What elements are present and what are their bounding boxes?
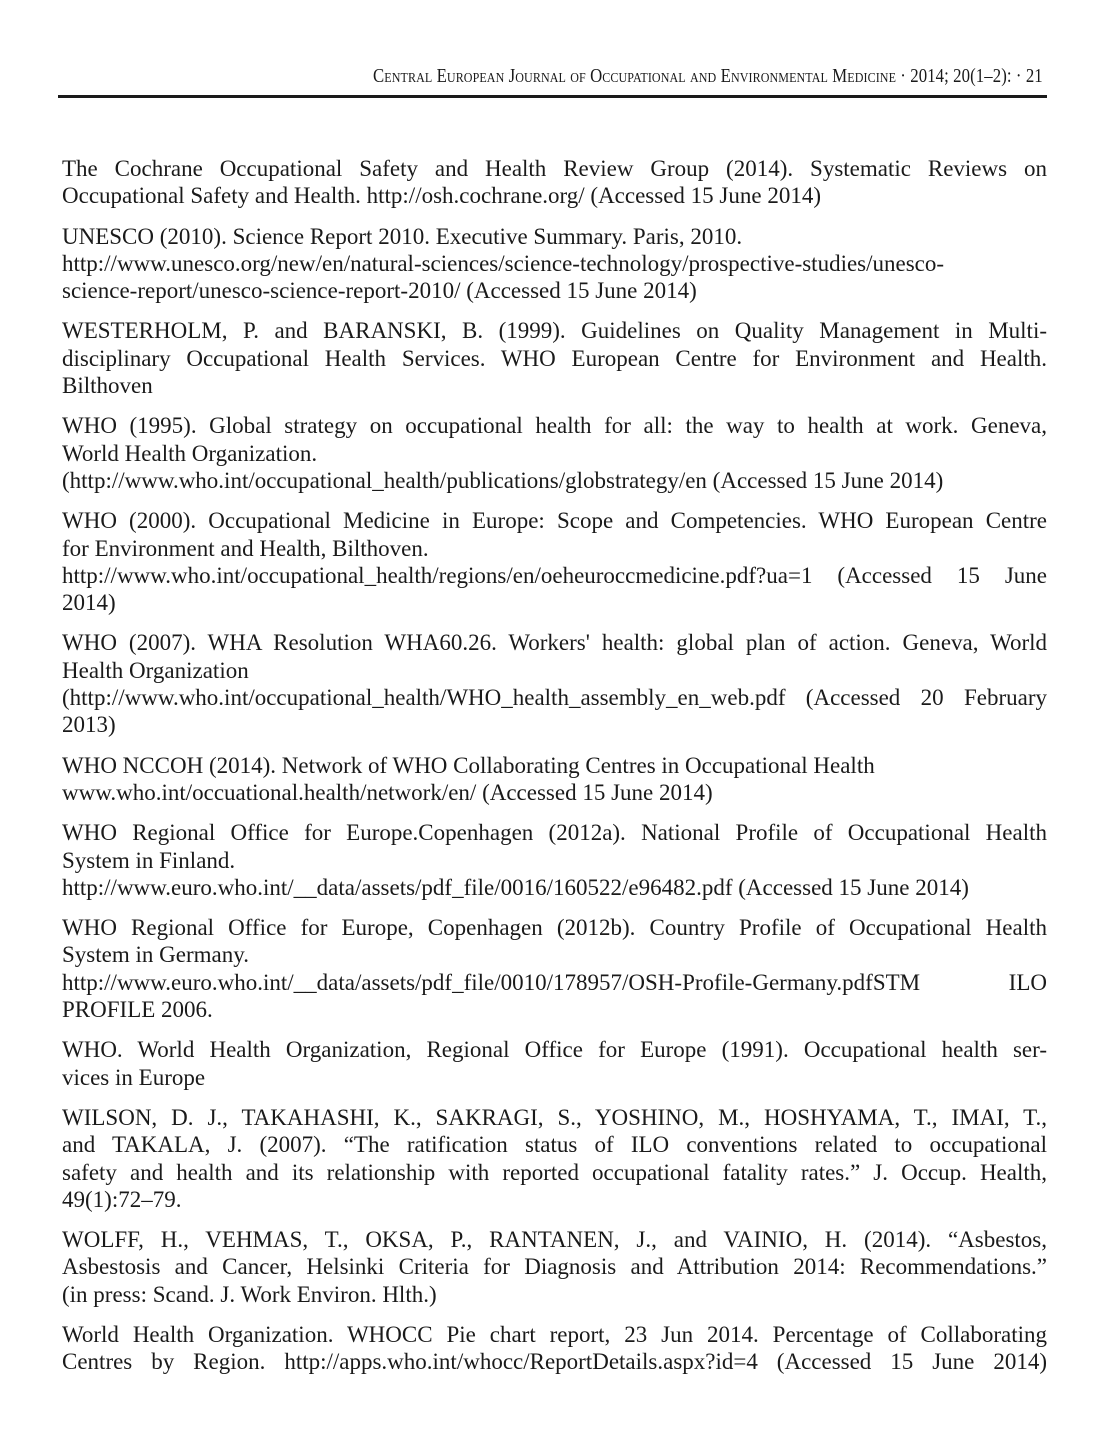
running-header	[58, 62, 1047, 98]
reference-entry	[62, 1321, 1047, 1376]
reference-line: 2014)	[62, 590, 116, 616]
reference-line: http://www.euro.who.int/__data/assets/pdf_file/0016/160522/e96482.pdf (Accessed 15 June 2014)	[62, 874, 969, 900]
reference-line: (in press: Scand. J. Work Environ. Hlth.)	[62, 1281, 437, 1307]
reference-line: WOLFF, H., VEHMAS, T., OKSA, P., RANTANEN, J., and VAINIO, H. (2014). “Asbestos,	[62, 1227, 1047, 1253]
reference-line: http://www.unesco.org/new/en/natural-sciences/science-technology/prospective-studies/unesco-	[62, 250, 945, 276]
reference-line: WESTERHOLM, P. and BARANSKI, B. (1999). Guidelines on Quality Management in Multi-	[62, 318, 1047, 344]
reference-entry	[62, 317, 1047, 399]
reference-line: for Environment and Health, Bilthoven.	[62, 535, 429, 561]
reference-line: 49(1):72–79.	[62, 1186, 182, 1212]
reference-entry	[62, 412, 1047, 494]
reference-line: and TAKALA, J. (2007). “The ratification status of ILO conventions related to occupational	[62, 1132, 1047, 1158]
reference-line: WHO NCCOH (2014). Network of WHO Collaborating Centres in Occupational Health	[62, 752, 875, 778]
reference-line: UNESCO (2010). Science Report 2010. Executive Summary. Paris, 2010.	[62, 223, 743, 249]
reference-line: Asbestosis and Cancer, Helsinki Criteria for Diagnosis and Attribution 2014: Recommendations.”	[62, 1254, 1047, 1280]
reference-line: Centres by Region. http://apps.who.int/whocc/ReportDetails.aspx?id=4 (Accessed 15 June 2014)	[62, 1349, 1047, 1375]
issue-page: · 2014; 20(1–2): · 21	[896, 66, 1043, 87]
reference-entry	[62, 819, 1047, 901]
reference-line: www.who.int/occuational.health/network/en/ (Accessed 15 June 2014)	[62, 779, 713, 805]
reference-line: PROFILE 2006.	[62, 997, 213, 1023]
reference-entry	[62, 914, 1047, 1023]
reference-entry	[62, 1104, 1047, 1213]
reference-line: System in Germany.	[62, 942, 249, 968]
reference-line: (http://www.who.int/occupational_health/publications/globstrategy/en (Accessed 15 June 2014)	[62, 467, 944, 493]
reference-list	[62, 155, 1047, 1389]
reference-line: WHO Regional Office for Europe, Copenhagen (2012b). Country Profile of Occupational Health	[62, 915, 1047, 941]
reference-line: WHO (2007). WHA Resolution WHA60.26. Workers' health: global plan of action. Geneva, World	[62, 630, 1047, 656]
reference-line: Health Organization	[62, 657, 249, 683]
reference-line: 2013)	[62, 712, 116, 738]
reference-line: WHO. World Health Organization, Regional Office for Europe (1991). Occupational health ser-	[62, 1037, 1047, 1063]
reference-line: (http://www.who.int/occupational_health/WHO_health_assembly_en_web.pdf (Accessed 20 February	[62, 685, 1047, 711]
reference-entry	[62, 223, 1047, 305]
reference-line: http://www.who.int/occupational_health/regions/en/oeheuroccmedicine.pdf?ua=1 (Accessed 15 June	[62, 562, 1047, 588]
reference-entry	[62, 1036, 1047, 1091]
reference-line: WHO (1995). Global strategy on occupational health for all: the way to health at work. Geneva,	[62, 413, 1047, 439]
reference-line: http://www.euro.who.int/__data/assets/pdf_file/0010/178957/OSH-Profile-Germany.pdfSTM ILO	[62, 969, 1047, 995]
reference-entry	[62, 629, 1047, 738]
reference-entry	[62, 155, 1047, 210]
journal-title: Central European Journal of Occupational and Environmental Medicine	[373, 66, 897, 87]
reference-line: safety and health and its relationship with reported occupational fatality rates.” J. Occup. Health,	[62, 1159, 1047, 1185]
header-rule	[58, 95, 1047, 98]
reference-line: WHO (2000). Occupational Medicine in Europe: Scope and Competencies. WHO European Centre	[62, 508, 1047, 534]
reference-line: disciplinary Occupational Health Services. WHO European Centre for Environment and Health.	[62, 345, 1047, 371]
reference-line: WHO Regional Office for Europe.Copenhagen (2012a). National Profile of Occupational Health	[62, 820, 1047, 846]
reference-line: Occupational Safety and Health. http://osh.cochrane.org/ (Accessed 15 June 2014)	[62, 183, 821, 209]
reference-entry	[62, 1226, 1047, 1308]
reference-line: WILSON, D. J., TAKAHASHI, K., SAKRAGI, S., YOSHINO, M., HOSHYAMA, T., IMAI, T.,	[62, 1104, 1047, 1130]
journal-citation-header	[373, 66, 1043, 88]
reference-line: World Health Organization. WHOCC Pie chart report, 23 Jun 2014. Percentage of Collaborating	[62, 1321, 1047, 1347]
reference-line: science-report/unesco-science-report-2010/ (Accessed 15 June 2014)	[62, 278, 697, 304]
reference-line: vices in Europe	[62, 1064, 206, 1090]
reference-line: Bilthoven	[62, 373, 153, 399]
reference-line: World Health Organization.	[62, 440, 318, 466]
reference-line: The Cochrane Occupational Safety and Health Review Group (2014). Systematic Reviews on	[62, 156, 1047, 181]
reference-entry	[62, 507, 1047, 616]
reference-entry	[62, 752, 1047, 807]
reference-line: System in Finland.	[62, 847, 236, 873]
